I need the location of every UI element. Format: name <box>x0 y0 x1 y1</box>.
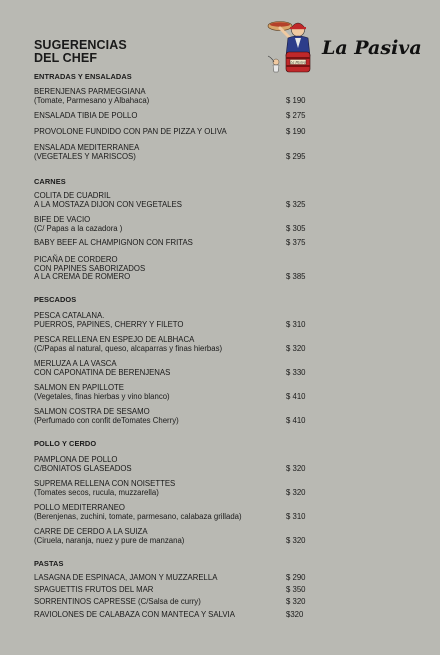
menu-item-detail: (Berenjenas, zuchini, tomate, parmesano, calabaza grillada) <box>34 511 242 521</box>
menu-item-price: $ 190 <box>286 95 306 105</box>
menu-item-name: PROVOLONE FUNDIDO CON PAN DE PIZZA Y OLIVA <box>34 127 227 136</box>
menu-item-name: MERLUZA A LA VASCA <box>34 359 117 368</box>
menu-item-name: SUPREMA RELLENA CON NOISETTES <box>34 479 176 488</box>
page-title <box>34 39 127 65</box>
menu-item-detail: (C/ Papas a la cazadora ) <box>34 223 123 233</box>
page-title-line-1: SUGERENCIAS <box>34 38 127 52</box>
menu-item-name: COLITA DE CUADRIL <box>34 191 111 200</box>
menu-item-price: $ 275 <box>286 111 306 120</box>
brand-name: La Pasiva <box>322 37 422 59</box>
section-title: PESCADOS <box>34 295 77 304</box>
menu-item-name: POLLO MEDITERRANEO <box>34 503 125 512</box>
menu-item-name: PESCA CATALANA. <box>34 311 105 320</box>
menu-item-name: ENSALADA TIBIA DE POLLO <box>34 111 138 120</box>
menu-item-price: $ 410 <box>286 391 306 401</box>
menu-item-price: $ 350 <box>286 585 306 594</box>
menu-item-detail: (Perfumado con confit deTomates Cherry) <box>34 415 179 425</box>
menu-item-detail: CON PAPINES SABORIZADOS <box>34 263 146 273</box>
menu-item-detail: PUERROS, PAPINES, CHERRY Y FILETO <box>34 319 184 329</box>
menu-item-price: $ 385 <box>286 272 306 281</box>
menu-item-price: $ 310 <box>286 319 306 329</box>
menu-item-price: $ 320 <box>286 463 306 473</box>
page-title-line-2: DEL CHEF <box>34 51 98 65</box>
menu-item-detail: C/BONIATOS GLASEADOS <box>34 463 132 473</box>
menu-item-name: SORRENTINOS CAPRESSE (C/Salsa de curry) <box>34 597 201 606</box>
menu-item-price: $ 295 <box>286 151 306 161</box>
section-title: PASTAS <box>34 559 64 568</box>
section-title: ENTRADAS Y ENSALADAS <box>34 72 132 81</box>
menu-item-detail: (Tomate, Parmesano y Albahaca) <box>34 95 150 105</box>
menu-item-name: PICAÑA DE CORDERO <box>34 255 118 264</box>
menu-item-detail: (Ciruela, naranja, nuez y pure de manzana) <box>34 535 185 545</box>
menu-item-price: $ 375 <box>286 238 306 247</box>
section-title: POLLO Y CERDO <box>34 439 97 448</box>
menu-item-name: SALMON EN PAPILLOTE <box>34 383 124 392</box>
menu-item-name: SPAGUETTIS FRUTOS DEL MAR <box>34 585 154 594</box>
menu-item-detail: (Vegetales, finas hierbas y vino blanco) <box>34 391 170 401</box>
menu-item-name: ENSALADA MEDITERRANEA <box>34 143 140 152</box>
menu-item-name: CARRE DE CERDO A LA SUIZA <box>34 527 148 536</box>
menu-item-price: $320 <box>286 610 304 619</box>
menu-item-price: $ 190 <box>286 127 306 136</box>
menu-item-price: $ 330 <box>286 367 306 377</box>
menu-item-detail: A LA CREMA DE ROMERO <box>34 272 131 281</box>
mascot-logo-icon <box>262 12 322 78</box>
menu-item-detail: (Tomates secos, rucula, muzzarella) <box>34 487 159 497</box>
menu-item-price: $ 290 <box>286 573 306 582</box>
menu-item-price: $ 320 <box>286 343 306 353</box>
menu-item-name: SALMON COSTRA DE SESAMO <box>34 407 150 416</box>
menu-item-detail: CON CAPONATINA DE BERENJENAS <box>34 367 171 377</box>
menu-item-name: BABY BEEF AL CHAMPIGNON CON FRITAS <box>34 238 193 247</box>
menu-item-detail: (VEGETALES Y MARISCOS) <box>34 151 136 161</box>
menu-item-price: $ 310 <box>286 511 306 521</box>
barrel-sign-text: La Pasiva <box>290 60 306 65</box>
menu-item-price: $ 320 <box>286 597 306 606</box>
menu-item-name: PAMPLONA DE POLLO <box>34 455 118 464</box>
menu-item-name: PESCA RELLENA EN ESPEJO DE ALBHACA <box>34 335 195 344</box>
menu-item-price: $ 320 <box>286 487 306 497</box>
menu-item-price: $ 320 <box>286 535 306 545</box>
menu-item-price: $ 410 <box>286 415 306 425</box>
menu-item-name: LASAGNA DE ESPINACA, JAMON Y MUZZARELLA <box>34 573 218 582</box>
menu-item-name: RAVIOLONES DE CALABAZA CON MANTECA Y SALVIA <box>34 610 235 619</box>
menu-item-detail: (C/Papas al natural, queso, alcaparras y finas hierbas) <box>34 343 223 353</box>
menu-item-price: $ 305 <box>286 223 306 233</box>
section-title: CARNES <box>34 177 66 186</box>
menu-item-name: BIFE DE VACIO <box>34 215 91 224</box>
menu-item-name: BERENJENAS PARMEGGIANA <box>34 87 146 96</box>
menu-item-price: $ 325 <box>286 199 306 209</box>
menu-item-detail: A LA MOSTAZA DIJON CON VEGETALES <box>34 199 182 209</box>
